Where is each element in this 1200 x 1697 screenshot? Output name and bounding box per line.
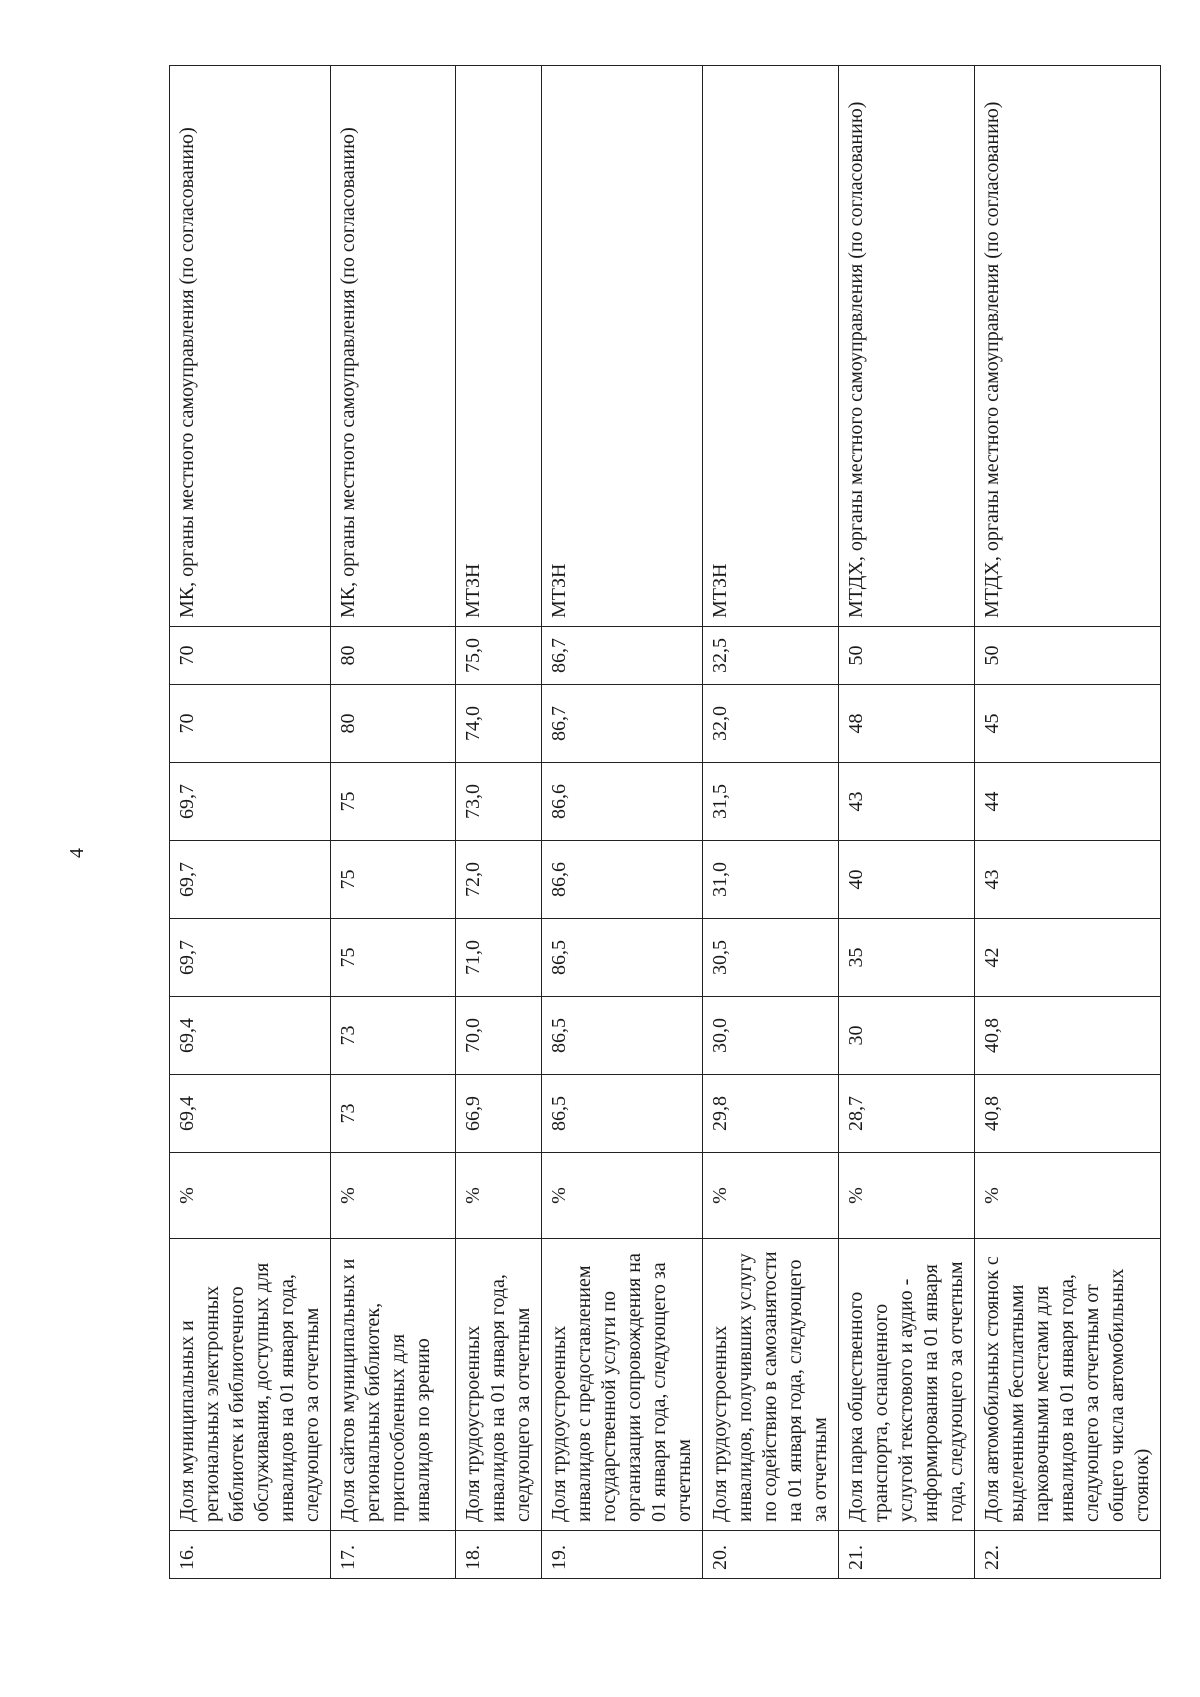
value-cell: 69,4 xyxy=(170,1075,331,1153)
indicator-name-cell: Доля сайтов муниципальных и региональных библиотек, приспособленных для инвалидов по зрению xyxy=(331,1239,456,1531)
table-row xyxy=(542,66,703,1579)
value-cell: 44 xyxy=(975,763,1161,841)
value-cell: 70 xyxy=(170,685,331,763)
value-cell: 73,0 xyxy=(456,763,542,841)
value-cell: 48 xyxy=(839,685,975,763)
executor-cell: МТДХ, органы местного самоуправления (по согласованию) xyxy=(839,66,975,627)
value-cell: 75 xyxy=(331,763,456,841)
row-number-cell: 17. xyxy=(331,1531,456,1579)
value-cell: 86,5 xyxy=(542,997,703,1075)
value-cell: 73 xyxy=(331,1075,456,1153)
value-cell: 86,6 xyxy=(542,841,703,919)
indicator-name-cell: Доля трудоустроенных инвалидов на 01 января года, следующего за отчетным xyxy=(456,1239,542,1531)
value-cell: 80 xyxy=(331,685,456,763)
value-cell: 29,8 xyxy=(703,1075,839,1153)
row-number-cell: 19. xyxy=(542,1531,703,1579)
executor-cell: МК, органы местного самоуправления (по согласованию) xyxy=(331,66,456,627)
executor-cell: МТДХ, органы местного самоуправления (по согласованию) xyxy=(975,66,1161,627)
value-cell: 86,7 xyxy=(542,627,703,685)
executor-cell: МТЗН xyxy=(542,66,703,627)
indicator-name-cell: Доля трудоустроенных инвалидов с предоставлением государственной услуги по организации сопровождения на 01 января года, следующего за отчетным xyxy=(542,1239,703,1531)
row-number-cell: 16. xyxy=(170,1531,331,1579)
unit-cell: % xyxy=(975,1153,1161,1239)
value-cell: 43 xyxy=(839,763,975,841)
table-row xyxy=(456,66,542,1579)
value-cell: 66,9 xyxy=(456,1075,542,1153)
executor-cell: МТЗН xyxy=(703,66,839,627)
unit-cell: % xyxy=(703,1153,839,1239)
value-cell: 40,8 xyxy=(975,1075,1161,1153)
value-cell: 75 xyxy=(331,841,456,919)
value-cell: 45 xyxy=(975,685,1161,763)
table-row xyxy=(170,66,331,1579)
value-cell: 40,8 xyxy=(975,997,1161,1075)
value-cell: 32,0 xyxy=(703,685,839,763)
value-cell: 50 xyxy=(975,627,1161,685)
indicator-table-wrapper xyxy=(169,66,1153,1579)
indicator-name-cell: Доля муниципальных и региональных электронных библиотек и библиотечного обслуживания, доступных для инвалидов на 01 января года, следующего за отчетным xyxy=(170,1239,331,1531)
row-number-cell: 21. xyxy=(839,1531,975,1579)
unit-cell: % xyxy=(331,1153,456,1239)
value-cell: 50 xyxy=(839,627,975,685)
value-cell: 71,0 xyxy=(456,919,542,997)
value-cell: 69,7 xyxy=(170,919,331,997)
value-cell: 86,7 xyxy=(542,685,703,763)
unit-cell: % xyxy=(542,1153,703,1239)
value-cell: 40 xyxy=(839,841,975,919)
value-cell: 70,0 xyxy=(456,997,542,1075)
table-row xyxy=(331,66,456,1579)
value-cell: 86,5 xyxy=(542,1075,703,1153)
indicator-table xyxy=(169,65,1161,1579)
value-cell: 69,7 xyxy=(170,763,331,841)
value-cell: 43 xyxy=(975,841,1161,919)
value-cell: 75 xyxy=(331,919,456,997)
value-cell: 28,7 xyxy=(839,1075,975,1153)
value-cell: 70 xyxy=(170,627,331,685)
value-cell: 80 xyxy=(331,627,456,685)
value-cell: 69,4 xyxy=(170,997,331,1075)
row-number-cell: 18. xyxy=(456,1531,542,1579)
value-cell: 30,0 xyxy=(703,997,839,1075)
value-cell: 75,0 xyxy=(456,627,542,685)
value-cell: 30,5 xyxy=(703,919,839,997)
value-cell: 31,5 xyxy=(703,763,839,841)
row-number-cell: 20. xyxy=(703,1531,839,1579)
value-cell: 42 xyxy=(975,919,1161,997)
unit-cell: % xyxy=(170,1153,331,1239)
page-number: 4 xyxy=(66,848,88,858)
value-cell: 86,6 xyxy=(542,763,703,841)
value-cell: 31,0 xyxy=(703,841,839,919)
rotated-table-container xyxy=(169,66,1153,1579)
value-cell: 69,7 xyxy=(170,841,331,919)
value-cell: 32,5 xyxy=(703,627,839,685)
table-row xyxy=(839,66,975,1579)
indicator-name-cell: Доля парка общественного транспорта, оснащенного услугой текстового и аудио - информирования на 01 января года, следующего за отчетным xyxy=(839,1239,975,1531)
value-cell: 35 xyxy=(839,919,975,997)
executor-cell: МК, органы местного самоуправления (по согласованию) xyxy=(170,66,331,627)
value-cell: 30 xyxy=(839,997,975,1075)
unit-cell: % xyxy=(839,1153,975,1239)
table-row xyxy=(975,66,1161,1579)
value-cell: 72,0 xyxy=(456,841,542,919)
value-cell: 74,0 xyxy=(456,685,542,763)
table-row xyxy=(703,66,839,1579)
value-cell: 73 xyxy=(331,997,456,1075)
indicator-name-cell: Доля автомобильных стоянок с выделенными бесплатными парковочными местами для инвалидов на 01 января года, следующего за отчетным от общего числа автомобильных стоянок) xyxy=(975,1239,1161,1531)
unit-cell: % xyxy=(456,1153,542,1239)
row-number-cell: 22. xyxy=(975,1531,1161,1579)
executor-cell: МТЗН xyxy=(456,66,542,627)
indicator-name-cell: Доля трудоустроенных инвалидов, получивших услугу по содействию в самозанятости на 01 января года, следующего за отчетным xyxy=(703,1239,839,1531)
value-cell: 86,5 xyxy=(542,919,703,997)
